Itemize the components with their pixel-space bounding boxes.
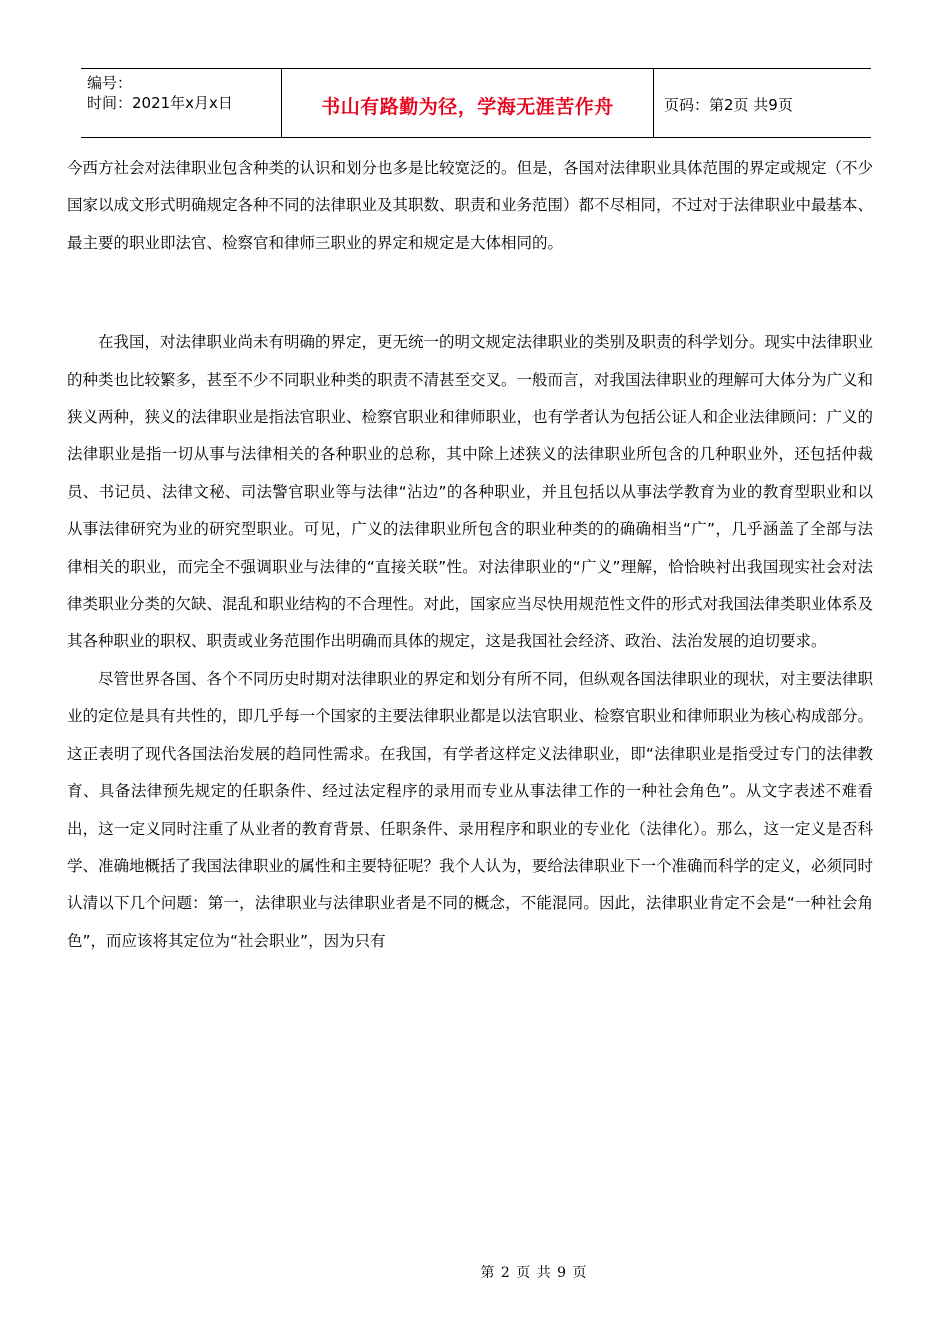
header-page-info: 页码：第2页 共9页 xyxy=(664,95,793,114)
paragraph: 尽管世界各国、各个不同历史时期对法律职业的界定和划分有所不同，但纵观各国法律职业的现状，对主要法律职业的定位是具有共性的，即几乎每一个国家的主要法律职业都是以法官职业、检察官职业和律师职业为核心构成部分。这正表明了现代各国法治发展的趋同性需求。在我国，有学者这样定义法律职业，即“法律职业是指受过专门的法律教育、具备法律预先规定的任职条件、经过法定程序的录用而专业从事法律工作的一种社会角色”。从文字表述不难看出，这一定义同时注重了从业者的教育背景、任职条件、录用程序和职业的专业化（法律化）。那么，这一定义是否科学、准确地概括了我国法律职业的属性和主要特征呢？我个人认为，要给法律职业下一个准确而科学的定义，必须同时认清以下几个问题：第一，法律职业与法律职业者是不同的概念，不能混同。因此，法律职业肯定不会是“一种社会角色”，而应该将其定位为“社会职业”，因为只有 xyxy=(67,669,874,950)
paragraph-spacer xyxy=(67,262,873,324)
document-number-label: 编号： xyxy=(87,74,133,92)
page-header xyxy=(81,68,871,138)
header-motto: 书山有路勤为径，学海无涯苦作舟 xyxy=(282,69,654,137)
page-footer: 第 2 页 共 9 页 xyxy=(480,1265,588,1281)
paragraph: 在我国，对法律职业尚未有明确的界定，更无统一的明文规定法律职业的类别及职责的科学划分。现实中法律职业的种类也比较繁多，甚至不少不同职业种类的职责不清甚至交叉。一般而言，对我国法律职业的理解可大体分为广义和狭义两种，狭义的法律职业是指法官职业、检察官职业和律师职业，也有学者认为包括公证人和企业法律顾问：广义的法律职业是指一切从事与法律相关的各种职业的总称，其中除上述狭义的法律职业所包含的几种职业外，还包括仲裁员、书记员、法律文秘、司法警官职业等与法律“沾边”的各种职业，并且包括以从事法学教育为业的教育型职业和以从事法律研究为业的研究型职业。可见，广义的法律职业所包含的职业种类的的确确相当“广”，几乎涵盖了全部与法律相关的职业，而完全不强调职业与法律的“直接关联”性。对法律职业的“广义”理解，恰恰映衬出我国现实社会对法律类职业分类的欠缺、混乱和职业结构的不合理性。对此，国家应当尽快用规范性文件的形式对我国法律类职业体系及其各种职业的职权、职责或业务范围作出明确而具体的规定，这是我国社会经济、政治、法治发展的迫切要求。 xyxy=(67,333,874,651)
document-time-label: 时间：2021年x月x日 xyxy=(87,94,233,112)
document-body xyxy=(67,150,873,960)
header-meta xyxy=(81,69,282,137)
paragraph-continued: 今西方社会对法律职业包含种类的认识和划分也多是比较宽泛的。但是，各国对法律职业具体范围的界定或规定（不少国家以成文形式明确规定各种不同的法律职业及其职数、职责和业务范围）都不尽相同，不过对于法律职业中最基本、最主要的职业即法官、检察官和律师三职业的界定和规定是大体相同的。 xyxy=(67,159,874,252)
